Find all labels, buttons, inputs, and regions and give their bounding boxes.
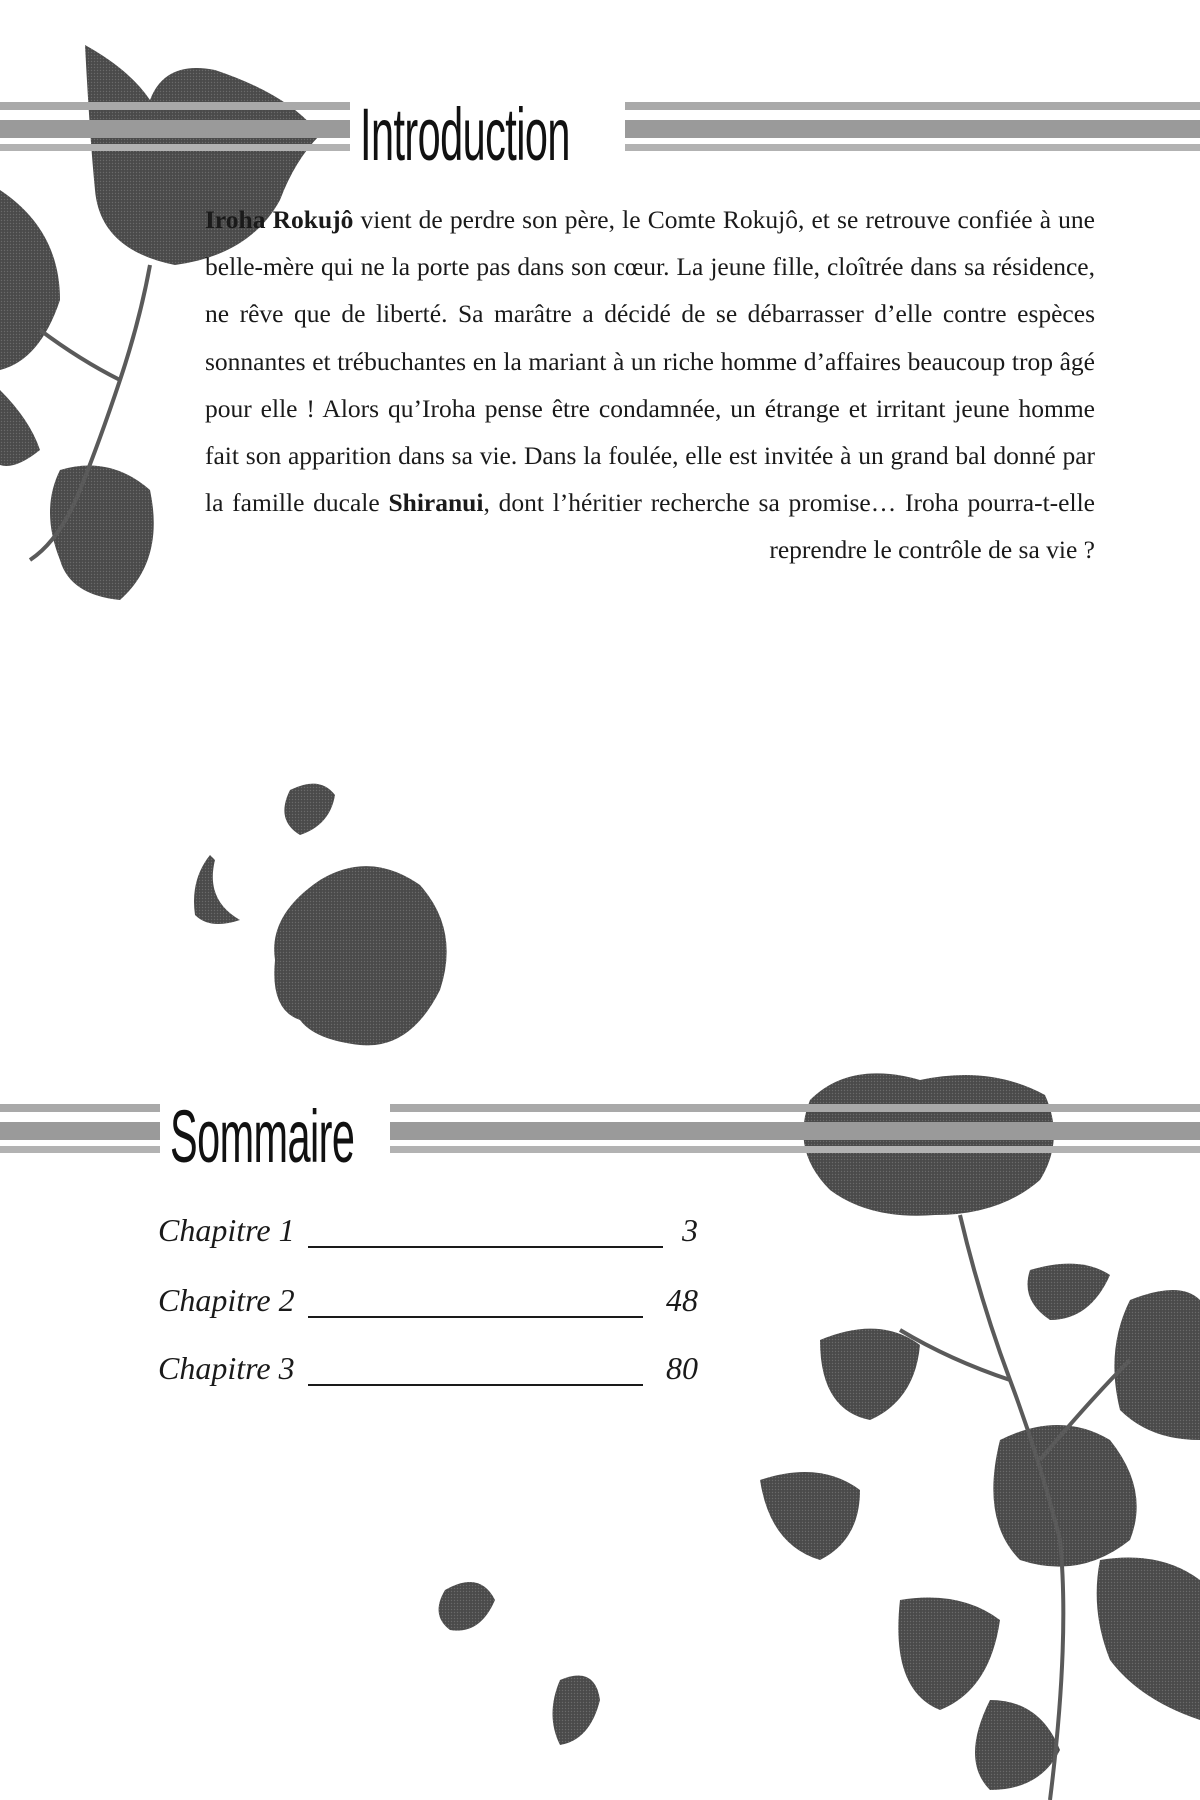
intro-paragraph xyxy=(205,196,1095,574)
toc-entry[interactable] xyxy=(158,1212,698,1262)
sommaire-title: Sommaire xyxy=(170,1095,355,1178)
name-iroha: Iroha Rokujô xyxy=(205,205,354,234)
toc-chapter-label: Chapitre 3 xyxy=(158,1350,295,1386)
bottom-right-rose xyxy=(760,1073,1200,1790)
toc-chapter-label: Chapitre 1 xyxy=(158,1212,295,1248)
toc-page-number: 3 xyxy=(682,1212,698,1248)
intro-title: Introduction xyxy=(360,93,570,176)
toc-entry[interactable] xyxy=(158,1282,698,1332)
falling-petals xyxy=(194,784,600,1745)
toc-leader-line xyxy=(308,1384,643,1386)
toc-entry[interactable] xyxy=(158,1350,698,1400)
toc-page-number: 80 xyxy=(666,1350,698,1386)
intro-text-part-2: , dont l’héritier recherche sa promise… Iroha pourra-t-elle reprendre le contrôle de sa vie ? xyxy=(483,488,1095,565)
toc-chapter-label: Chapitre 2 xyxy=(158,1282,295,1318)
toc-page-number: 48 xyxy=(666,1282,698,1318)
intro-text-part-1: vient de perdre son père, le Comte Rokujô, et se retrouve confiée à une belle-mère qui ne la porte pas dans son cœur. La jeune fille, cloîtrée dans sa résidence, ne rêve que de liberté. Sa marâtre a décidé de se débarrasser d’elle contre espèces sonnantes et trébuchantes en la mariant à un riche homme d’affaires beaucoup trop âgé pour elle ! Alors qu’Iroha pense être condamnée, un étrange et irritant jeune homme fait son apparition dans sa vie. Dans la foulée, elle est invitée à un grand bal donné par la famille ducale xyxy=(205,205,1096,518)
toc-leader-line xyxy=(308,1316,643,1318)
name-shiranui: Shiranui xyxy=(388,488,484,518)
toc-leader-line xyxy=(308,1246,663,1248)
